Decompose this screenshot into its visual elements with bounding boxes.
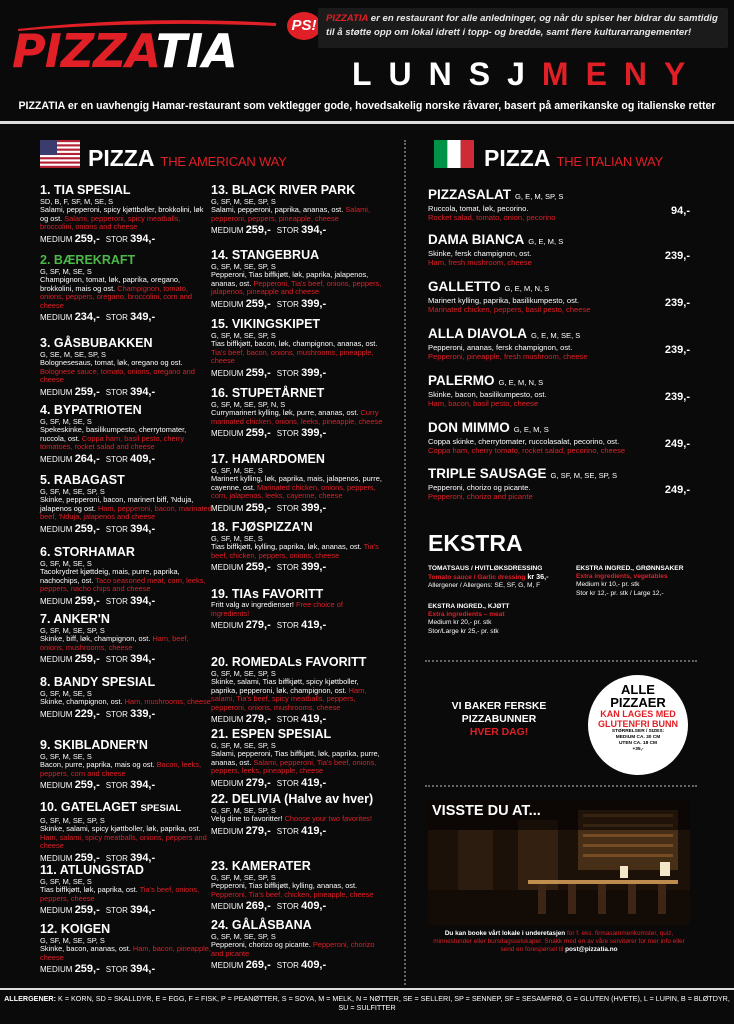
pizza-description: Bolognesesaus, tomat, løk, oregano og ost. Bolognese sauce, tomato, onions, oregano and cheese xyxy=(40,358,195,385)
pizza-item xyxy=(211,386,383,440)
pizza-description: Salami, pepperoni, Tias biffkjøtt, løk, paprika, purre, ananas, ost. Salami, pepperoni, Tia's beef, onions, peppers, leeks, pineapple, cheese xyxy=(211,749,380,776)
pizza-prices: MEDIUM 269,- STOR 409,- xyxy=(211,900,327,913)
bottom-divider xyxy=(0,988,734,990)
pizza-description: Spekeskinke, basilikumpesto, cherrytomater, ruccola, ost. Coppa ham, basil pesto, cherry tomatoes, rocket salad and cheese xyxy=(40,425,187,452)
pizza-allergens: G, SF, M, SE, SP, S xyxy=(40,626,105,635)
pizza-allergens: G, SF, M, SE, SP, S xyxy=(211,197,276,206)
italian-pizza-description-en: Pepperoni, chorizo and picante xyxy=(428,492,533,501)
pizza-allergens: G, SF, M, SE, S xyxy=(40,877,92,886)
pizza-name: 18. FJØSPIZZA'N xyxy=(211,520,313,534)
italian-pizza-item xyxy=(428,326,690,361)
pizza-allergens: G, SF, M, SE, SP, S xyxy=(211,932,276,941)
pizza-allergens: G, SF, M, SE, S xyxy=(40,559,92,568)
pizza-name: 15. VIKINGSKIPET xyxy=(211,317,321,331)
ps-badge: PS! xyxy=(287,12,321,40)
pizza-name: 2. BÆREKRAFT xyxy=(40,253,136,267)
pizza-allergens: G, SF, M, SE, SP, N, S xyxy=(211,400,286,409)
pizza-item xyxy=(211,183,383,237)
pizza-description: Salami, pepperoni, paprika, ananas, ost. Salami, pepperoni, peppers, pineapple, cheese xyxy=(211,205,371,223)
pizza-item xyxy=(40,403,212,466)
italian-pizza-item xyxy=(428,187,690,222)
italy-flag-icon xyxy=(434,140,474,168)
pizza-prices: MEDIUM 259,- STOR 394,- xyxy=(40,232,156,245)
italian-pizza-item xyxy=(428,232,690,267)
pizza-name: 21. ESPEN SPESIAL xyxy=(211,727,332,741)
pizza-name: 9. SKIBLADNER'N xyxy=(40,738,148,752)
pizza-allergens: G, SF, M, SE, SP, S xyxy=(211,873,276,882)
pizza-item xyxy=(40,336,212,399)
pizza-name: 11. ATLUNGSTAD xyxy=(40,863,144,877)
ekstra-sauce: TOMATSAUS / HVITLØKSDRESSING Tomato sauce / Garlic dressing kr 36,- Allergener / Allergens: SE, SF, G, M, F xyxy=(428,565,549,590)
pizza-allergens: G, SF, M, SE, S xyxy=(40,752,92,761)
pizza-item xyxy=(40,253,212,324)
pizza-name: 5. RABAGAST xyxy=(40,473,125,487)
pizza-prices: MEDIUM 264,- STOR 409,- xyxy=(40,452,156,465)
pizza-prices: MEDIUM 234,- STOR 349,- xyxy=(40,311,156,324)
pizza-name: 23. KAMERATER xyxy=(211,859,311,873)
pizza-item xyxy=(211,727,383,790)
pizza-description: Skinke, champignon, ost. Ham, mushrooms, cheese xyxy=(40,697,211,706)
pizza-allergens: G, SF, M, SE, S xyxy=(40,267,92,276)
pizza-item xyxy=(40,473,212,536)
italian-pizza-item xyxy=(428,373,690,408)
pizza-description: Pepperoni, Tias biffkjøtt, kylling, ananas, ost. Pepperoni, Tia's beef, chicken, pineapple, cheese xyxy=(211,881,374,899)
pizza-description: Champignon, tomat, løk, paprika, oregano, brokkolini, mais og ost. Champignon, tomato, onions, peppers, oregano, broccolini, corn and cheese xyxy=(40,275,193,310)
italian-pizza-name: DAMA BIANCA G, E, M, S xyxy=(428,232,564,247)
italian-pizza-price: 239,- xyxy=(664,250,690,262)
pizzatia-logo: PIZZATIA xyxy=(12,24,237,78)
pizza-description: Bacon, purre, paprika, mais og ost. Bacon, leeks, peppers, corn and cheese xyxy=(40,760,202,778)
pizza-item xyxy=(40,738,212,792)
gluten-free-badge: ALLE PIZZAER KAN LAGES MED GLUTENFRI BUNN STØRRELSER / SIZES: MEDIUM CA. 30 CM UTEN CA. 18 CM +35,- xyxy=(588,675,688,775)
pizza-name: 7. ANKER'N xyxy=(40,612,110,626)
italian-pizza-description-en: Coppa ham, cherry tomato, rocket salad, pecorino, cheese xyxy=(428,446,626,455)
pizza-name: 14. STANGEBRUA xyxy=(211,248,320,262)
pizza-name: 1. TIA SPESIAL xyxy=(40,183,131,197)
italian-pizza-description-en: Pepperoni, pineapple, fresh mushroom, cheese xyxy=(428,352,588,361)
dotted-divider xyxy=(425,785,697,787)
pizza-item xyxy=(40,800,212,865)
italian-pizza-price: 249,- xyxy=(664,484,690,496)
pizza-description: Tias biffkjøtt, kylling, paprika, løk, ananas, ost. Tia's beef, chicken, peppers, onions, cheese xyxy=(211,542,379,560)
italian-pizza-price: 94,- xyxy=(671,205,690,217)
pizza-allergens: G, SE, M, SE, SP, S xyxy=(40,350,106,359)
pizza-prices: MEDIUM 279,- STOR 419,- xyxy=(211,713,327,726)
pizza-prices: MEDIUM 259,- STOR 399,- xyxy=(211,427,327,440)
american-section-title: PIZZA THE AMERICAN WAY xyxy=(88,145,287,171)
pizza-name: 3. GÅSBUBAKKEN xyxy=(40,336,153,350)
pizza-item xyxy=(211,248,383,311)
italian-pizza-description-en: Ham, bacon, basil pesto, cheese xyxy=(428,399,539,408)
pizza-description: Skinke, bacon, ananas, ost. Ham, bacon, pineapple, cheese xyxy=(40,944,211,962)
pizza-description: Tias biffkjøtt, bacon, løk, champignon, ananas, ost. Tia's beef, bacon, onions, mushrooms, pineapple, cheese xyxy=(211,339,378,366)
pizza-prices: MEDIUM 259,- STOR 399,- xyxy=(211,561,327,574)
pizza-description: Skinke, biff, løk, champignon, ost. Ham, beef, onions, mushrooms, cheese xyxy=(40,634,189,652)
booking-info: Du kan booke vårt lokale i underetasjen for f. eks. firmasammenkomster, quiz, minnestunder eller bursdagsselskaper. Snakk med en av våre servitører for mer info eller send en forespørsel til post@pizzatia.no xyxy=(433,930,685,953)
pizza-name: 6. STORHAMAR xyxy=(40,545,135,559)
pizza-description: Tacokrydret kjøttdeig, mais, purre, paprika, nachochips, ost. Taco seasoned meat, corn, leeks, peppers, nacho chips and cheese xyxy=(40,567,206,594)
pizza-description: Skinke, pepperoni, bacon, marinert biff, 'Nduja, jalapenos og ost. Ham, pepperoni, bacon, marinated beef, 'Nduja, jalapenos and cheese xyxy=(40,495,212,522)
pizza-description: Pepperoni, chorizo og picante. Pepperoni, chorizo and picante xyxy=(211,940,375,958)
italian-pizza-description: Skinke, bacon, basilikumpesto, ost. xyxy=(428,390,547,399)
pizza-allergens: G, SF, M, SE, S xyxy=(40,689,92,698)
pizza-item xyxy=(211,859,383,913)
pizza-allergens: G, SF, M, SE, SP, S xyxy=(211,262,276,271)
italian-pizza-description-en: Marinated chicken, peppers, basil pesto, cheese xyxy=(428,305,591,314)
pizza-allergens: G, SF, M, SE, S xyxy=(40,417,92,426)
pizza-item xyxy=(40,183,212,246)
italian-pizza-name: GALLETTO G, E, M, N, S xyxy=(428,279,550,294)
pizza-prices: MEDIUM 259,- STOR 399,- xyxy=(211,297,327,310)
pizza-allergens: G, SF, M, SE, SP, S xyxy=(40,487,105,496)
pizza-item xyxy=(211,520,383,574)
italian-pizza-description: Coppa skinke, cherrytomater, ruccolasalat, pecorino, ost. xyxy=(428,437,620,446)
italian-pizza-description: Pepperoni, chorizo og picante. xyxy=(428,483,531,492)
pizza-prices: MEDIUM 279,- STOR 419,- xyxy=(211,619,327,632)
pizza-allergens: G, SF, M, SE, SP, S xyxy=(211,741,276,750)
italian-pizza-description: Ruccola, tomat, løk, pecorino. xyxy=(428,204,529,213)
italian-pizza-price: 239,- xyxy=(664,391,690,403)
pizza-prices: MEDIUM 229,- STOR 339,- xyxy=(40,707,156,720)
pizza-name: 12. KOIGEN xyxy=(40,922,111,936)
pizza-prices: MEDIUM 259,- STOR 394,- xyxy=(40,522,156,535)
pizza-prices: MEDIUM 279,- STOR 419,- xyxy=(211,776,327,789)
ekstra-title: EKSTRA xyxy=(428,530,523,556)
menu-title: LUNSJMENY xyxy=(352,56,703,92)
pizza-name: 13. BLACK RIVER PARK xyxy=(211,183,356,197)
allergen-legend: ALLERGENER: K = KORN, SD = SKALLDYR, E = EGG, F = FISK, P = PEANØTTER, S = SOYA, M = MELK, N = NØTTER, SE = SELLERI, SP = SENNEP, SF = SESAMFRØ, G = GLUTEN (HVETE), L = LUPIN, B = BLØTDYR, SU = SULFITTER xyxy=(4,994,730,1012)
pizza-description: Skinke, salami, Tias biffkjøtt, spicy kjøttboller, paprika, pepperoni, løk, champignon, ost. Ham, salami, Tia's beef, spicy meatballs, peppers, pepperoni, onions, mushrooms, cheese xyxy=(211,677,367,712)
pizza-name: 8. BANDY SPESIAL xyxy=(40,675,156,689)
pizza-prices: MEDIUM 259,- STOR 394,- xyxy=(40,851,156,864)
pizza-name: 17. HAMARDOMEN xyxy=(211,452,325,466)
pizza-item xyxy=(40,612,212,666)
italian-pizza-description: Pepperoni, ananas, fersk champignon, ost. xyxy=(428,343,573,352)
italian-pizza-description-en: Ham, fresh mushroom, cheese xyxy=(428,258,532,267)
dotted-divider xyxy=(425,660,697,662)
pizza-description: Velg dine to favoritter! Choose your two favorites! xyxy=(211,814,373,823)
intro-text: PIZZATIA er en uavhengig Hamar-restaurant som vektlegger gode, hovedsakelig norske råvarer, basert på amerikanske og italienske retter xyxy=(18,100,716,112)
pizza-prices: MEDIUM 259,- STOR 394,- xyxy=(40,779,156,792)
italian-pizza-price: 239,- xyxy=(664,344,690,356)
pizza-description: Fritt valg av ingredienser! Free choice of ingredients! xyxy=(211,600,343,618)
pizza-name: 22. DELIVIA (Halve av hver) xyxy=(211,792,374,806)
pizza-item xyxy=(211,655,383,726)
pizza-description: Marinert kylling, løk, paprika, mais, jalapenos, purre, cayenne, ost. Marinated chicken, onions, peppers, corn, jalapenos, leeks, cayenne, cheese xyxy=(211,474,382,501)
pizza-description: Salami, pepperoni, spicy kjøttboller, brokkolini, løk og ost. Salami, pepperoni, spicy meatballs, broccolini, onions and cheese xyxy=(40,205,204,232)
pizza-name: 10. GATELAGET SPESIAL xyxy=(40,800,182,814)
italian-pizza-description: Marinert kylling, paprika, basilikumpesto, ost. xyxy=(428,296,580,305)
pizza-name: 20. ROMEDALs FAVORITT xyxy=(211,655,367,669)
pizza-prices: MEDIUM 259,- STOR 399,- xyxy=(211,501,327,514)
pizza-prices: MEDIUM 269,- STOR 409,- xyxy=(211,959,327,972)
italian-pizza-name: PIZZASALAT G, E, M, SP, S xyxy=(428,187,564,202)
pizza-prices: MEDIUM 259,- STOR 394,- xyxy=(40,385,156,398)
pizza-description: Currymarinert kylling, løk, purre, ananas, ost. Curry marinated chicken, onions, leeks, pineapple, cheese xyxy=(211,408,383,426)
pizza-item xyxy=(40,922,212,976)
pizza-name: 4. BYPATRIOTEN xyxy=(40,403,142,417)
pizza-name: 24. GÅLÅSBANA xyxy=(211,918,312,932)
pizza-description: Pepperoni, Tias biffkjøtt, løk, paprika, jalapenos, ananas, ost. Pepperoni, Tia's beef, onions, peppers, jalapenos, pineapple and cheese xyxy=(211,270,382,297)
italian-pizza-name: PALERMO G, E, M, N, S xyxy=(428,373,544,388)
pizza-item xyxy=(40,863,212,917)
pizza-description: Skinke, salami, spicy kjøttboller, løk, paprika, ost. Ham, salami, spicy meatballs, onions, peppers and cheese xyxy=(40,824,207,851)
pizza-prices: MEDIUM 279,- STOR 419,- xyxy=(211,824,327,837)
italian-pizza-name: TRIPLE SAUSAGE G, SF, M, SE, SP, S xyxy=(428,466,618,481)
pizza-item xyxy=(211,587,383,632)
fresh-dough-promo: VI BAKER FERSKE PIZZABUNNER HVER DAG! xyxy=(451,701,547,738)
italian-pizza-name: ALLA DIAVOLA G, E, M, SE, S xyxy=(428,326,581,341)
pizza-name: 16. STUPETÅRNET xyxy=(211,386,325,400)
pizza-allergens: G, SF, M, SE, SP, S xyxy=(40,816,105,825)
pizza-prices: MEDIUM 259,- STOR 394,- xyxy=(40,653,156,666)
italian-pizza-item xyxy=(428,466,690,501)
pizza-prices: MEDIUM 259,- STOR 399,- xyxy=(211,366,327,379)
ekstra-meat: EKSTRA INGRED., KJØTT Extra ingredients – meat Medium kr 20,- pr. stk Stor/Large kr 25,- pr. stk xyxy=(428,603,510,635)
pizza-allergens: G, SF, M, SE, S xyxy=(211,466,263,475)
column-divider xyxy=(404,140,406,985)
pizza-item xyxy=(211,317,383,380)
pizza-name: 19. TIAs FAVORITT xyxy=(211,587,324,601)
italian-pizza-description-en: Rocket salad, tomato, onion, pecorino xyxy=(428,213,556,222)
italian-pizza-description: Skinke, fersk champignon, ost. xyxy=(428,249,532,258)
italian-pizza-name: DON MIMMO G, E, M, S xyxy=(428,420,549,435)
tagline-bar: PIZZATIA er en restaurant for alle anledninger, og når du spiser her bidrar du samtidig til å støtte opp om lokal idrett i topp- og bredde, samt flere kulturarrangementer! xyxy=(318,8,728,48)
pizza-item xyxy=(40,545,212,608)
italian-section-title: PIZZA THE ITALIAN WAY xyxy=(484,145,664,171)
pizza-allergens: G, SF, M, SE, SP, S xyxy=(211,806,276,815)
pizza-allergens: G, SF, M, SE, SP, S xyxy=(211,331,276,340)
italian-pizza-price: 249,- xyxy=(664,438,690,450)
pizza-item xyxy=(40,675,212,721)
pizza-prices: MEDIUM 259,- STOR 394,- xyxy=(211,224,327,237)
top-divider xyxy=(0,121,734,124)
pizza-allergens: G, SF, M, SE, SP, S xyxy=(40,936,105,945)
pizza-prices: MEDIUM 259,- STOR 394,- xyxy=(40,963,156,976)
us-flag-icon xyxy=(40,140,80,168)
pizza-prices: MEDIUM 259,- STOR 394,- xyxy=(40,904,156,917)
ekstra-vegetables: EKSTRA INGRED., GRØNNSAKER Extra ingredients, vegetables Medium kr 10,- pr. stk Stor kr 12,- pr. stk / Large 12,- xyxy=(576,565,684,597)
pizza-allergens: G, SF, M, SE, SP, S xyxy=(211,669,276,678)
pizza-item xyxy=(211,792,383,838)
italian-pizza-price: 239,- xyxy=(664,297,690,309)
italian-pizza-item xyxy=(428,420,690,455)
pizza-allergens: G, SF, M, SE, S xyxy=(211,534,263,543)
pizza-allergens: SD, B, F, SF, M, SE, S xyxy=(40,197,114,206)
pizza-prices: MEDIUM 259,- STOR 394,- xyxy=(40,594,156,607)
pizza-description: Tias biffkjøtt, løk, paprika, ost. Tia's beef, onions, peppers, cheese xyxy=(40,885,200,903)
pizza-item xyxy=(211,452,383,515)
pizza-item xyxy=(211,918,383,972)
italian-pizza-item xyxy=(428,279,690,314)
visste-du-at-title: VISSTE DU AT... xyxy=(432,803,541,819)
